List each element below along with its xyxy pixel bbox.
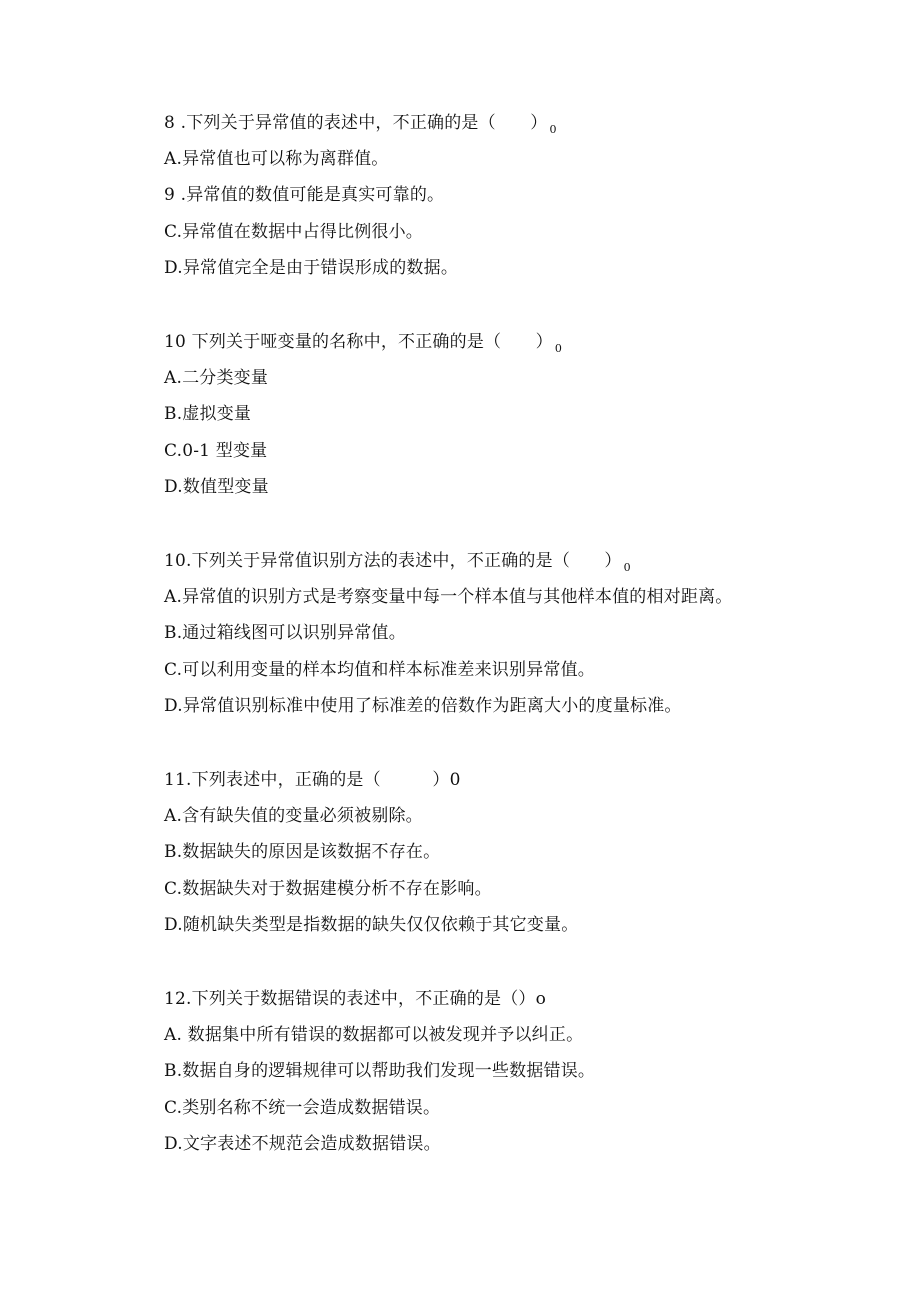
question-3-stem-text: 10.下列关于异常值识别方法的表述中，不正确的是（ ）	[164, 551, 622, 571]
question-3-option-b: B.通过箱线图可以识别异常值。	[164, 623, 406, 643]
question-3-option-a: A.异常值的识别方式是考察变量中每一个样本值与其他样本值的相对距离。	[164, 587, 733, 607]
question-2-stem-tail: 0	[554, 342, 563, 355]
question-5-option-a: A. 数据集中所有错误的数据都可以被发现并予以纠正。	[164, 1025, 584, 1045]
question-2-option-a: A.二分类变量	[164, 368, 269, 388]
question-5-option-b: B.数据自身的逻辑规律可以帮助我们发现一些数据错误。	[164, 1061, 596, 1081]
question-1-option-b: 9 .异常值的数值可能是真实可靠的。	[164, 185, 445, 205]
question-4-stem-text: 11.下列表述中，正确的是（ ）0	[164, 770, 461, 790]
question-2-option-b: B.虚拟变量	[164, 404, 252, 424]
question-5-stem-text: 12.下列关于数据错误的表述中，不正确的是（）o	[164, 989, 547, 1009]
question-3-stem	[164, 550, 631, 579]
question-2-stem	[164, 331, 562, 360]
question-5-option-c: C.类别名称不统一会造成数据错误。	[164, 1098, 441, 1118]
question-5-option-d: D.文字表述不规范会造成数据错误。	[164, 1134, 441, 1154]
question-3-stem-tail: 0	[623, 561, 631, 574]
question-2-option-c: C.0-1 型变量	[164, 441, 268, 461]
question-1-stem-text: 8 .下列关于异常值的表述中，不正确的是（ ）	[164, 113, 548, 133]
question-4-stem	[164, 769, 463, 798]
question-4-option-a: A.含有缺失值的变量必须被剔除。	[164, 806, 423, 826]
question-1-option-a: A.异常值也可以称为离群值。	[164, 149, 389, 169]
question-2-stem-text: 10 下列关于哑变量的名称中，不正确的是（ ）	[164, 332, 553, 352]
question-4-option-c: C.数据缺失对于数据建模分析不存在影响。	[164, 879, 492, 899]
question-5-stem	[164, 988, 548, 1017]
question-3-option-c: C.可以利用变量的样本均值和样本标准差来识别异常值。	[164, 660, 596, 680]
question-1-stem	[164, 112, 557, 141]
question-4-option-d: D.随机缺失类型是指数据的缺失仅仅依赖于其它变量。	[164, 915, 579, 935]
question-1-option-c: C.异常值在数据中占得比例很小。	[164, 222, 424, 242]
question-4-option-b: B.数据缺失的原因是该数据不存在。	[164, 842, 441, 862]
question-2-option-d: D.数值型变量	[164, 477, 269, 497]
question-3-option-d: D.异常值识别标准中使用了标准差的倍数作为距离大小的度量标准。	[164, 696, 682, 716]
question-1-stem-tail: 0	[549, 123, 557, 136]
question-1-option-d: D.异常值完全是由于错误形成的数据。	[164, 258, 459, 278]
